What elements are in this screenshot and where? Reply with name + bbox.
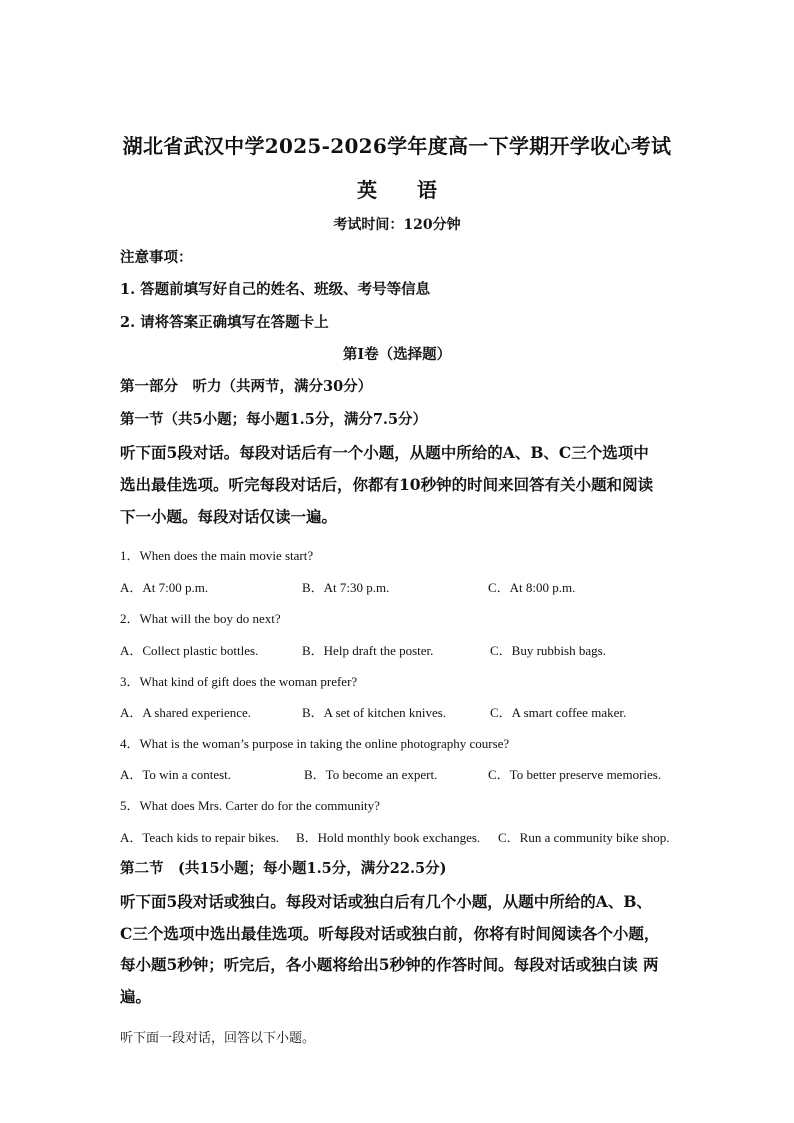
section1-instruction-line: 听下面5段对话。每段对话后有一个小题，从题中所给的A、B、C三个选项中 [120, 443, 649, 462]
part1-heading: 第一部分 听力（共两节，满分30分） [120, 378, 373, 395]
section2-instruction-line: 听下面5段对话或独白。每段对话或独白后有几个小题，从题中所给的A、B、 [120, 892, 652, 911]
question-option-c: C．At 8:00 p.m. [488, 580, 576, 595]
question-option-c: C．Buy rubbish bags. [490, 643, 606, 658]
question-stem: 1．When does the main movie start? [120, 548, 314, 563]
section2-instruction-line: C三个选项中选出最佳选项。听每段对话或独白前，你将有时间阅读各个小题， [120, 924, 660, 943]
question-option-b: B．A set of kitchen knives. [302, 705, 447, 720]
question-stem: 5．What does Mrs. Carter do for the community? [120, 798, 380, 813]
question-option-b: B．To become an expert. [304, 767, 438, 782]
question-option-b: B．At 7:30 p.m. [302, 580, 390, 595]
question-option-b: B．Hold monthly book exchanges. [296, 830, 481, 845]
question-stem: 4．What is the woman’s purpose in taking the online photography course? [120, 736, 510, 751]
section1-instruction-line: 选出最佳选项。听完每段对话后，你都有10秒钟的时间来回答有关小题和阅读 [120, 475, 654, 494]
notes-heading: 注意事项： [120, 249, 193, 266]
question-option-a: A．At 7:00 p.m. [120, 580, 209, 595]
question-option-c: C．To better preserve memories. [488, 767, 662, 782]
question-option-a: A．A shared experience. [120, 705, 252, 720]
section1-instruction-line: 下一小题。每段对话仅读一遍。 [120, 507, 338, 526]
question-option-b: B．Help draft the poster. [302, 643, 434, 658]
dialogue-intro: 听下面一段对话，回答以下小题。 [120, 1031, 316, 1046]
subject-title: 英 语 [357, 178, 437, 202]
question-option-a: A．Collect plastic bottles. [120, 643, 259, 658]
section2-instruction-line: 每小题5秒钟；听完后，各小题将给出5秒钟的作答时间。每段对话或独白读 两 [120, 955, 659, 974]
question-option-c: C．A smart coffee maker. [490, 705, 627, 720]
volume-heading: 第I卷（选择题） [342, 346, 452, 363]
section1-heading: 第一节（共5小题；每小题1.5分，满分7.5分） [120, 411, 428, 428]
note-item-1: 1. 答题前填写好自己的姓名、班级、考号等信息 [120, 281, 431, 298]
section2-instruction-line: 遍。 [120, 987, 152, 1006]
exam-title: 湖北省武汉中学2025-2026学年度高一下学期开学收心考试 [122, 134, 672, 158]
exam-time: 考试时间：120分钟 [333, 217, 461, 233]
question-option-a: A．Teach kids to repair bikes. [120, 830, 280, 845]
note-item-2: 2. 请将答案正确填写在答题卡上 [120, 314, 329, 331]
question-option-a: A．To win a contest. [120, 767, 232, 782]
question-option-c: C．Run a community bike shop. [498, 830, 670, 845]
question-stem: 3．What kind of gift does the woman prefer? [120, 674, 358, 689]
section2-heading: 第二节 (共15小题；每小题1.5分，满分22.5分) [120, 860, 447, 877]
question-stem: 2．What will the boy do next? [120, 611, 281, 626]
